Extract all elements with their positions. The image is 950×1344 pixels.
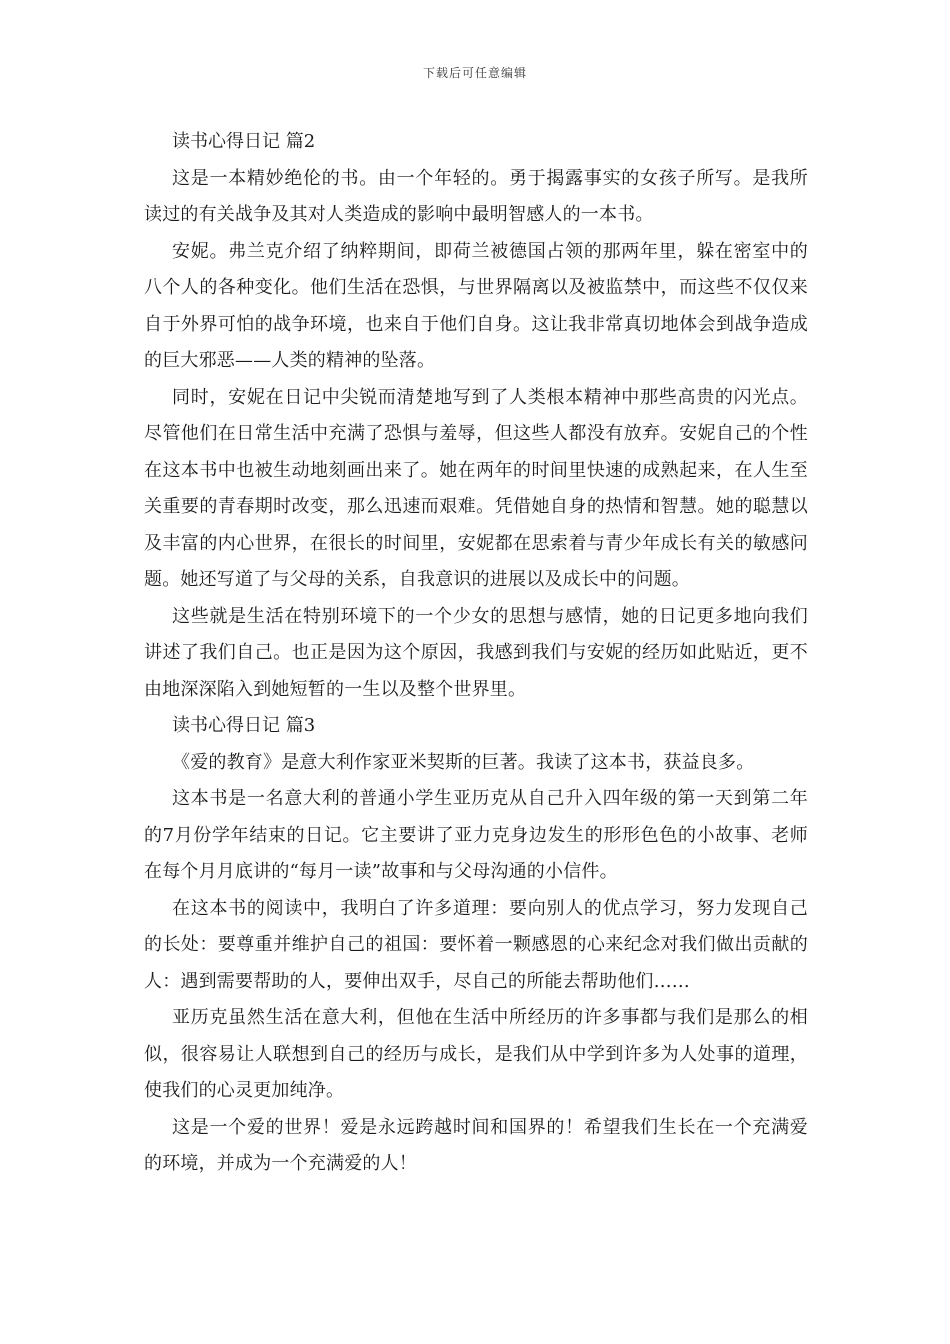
paragraph: 亚历克虽然生活在意大利，但他在生活中所经历的许多事都与我们是那么的相似，很容易让人联想到自己的经历与成长，是我们从中学到许多为人处事的道理，使我们的心灵更加纯净。 [144, 1007, 808, 1101]
section-title-3: 读书心得日记 篇3 [172, 715, 316, 736]
paragraph: 安妮。弗兰克介绍了纳粹期间，即荷兰被德国占领的那两年里，躲在密室中的八个人的各种变化。他们生活在恐惧，与世界隔离以及被监禁中，而这些不仅仅来自于外界可怕的战争环境，也来自于他们自身。这让我非常真切地体会到战争造成的巨大邪恶——人类的精神的坠落。 [144, 240, 808, 371]
paragraph: 在这本书的阅读中，我明白了许多道理：要向别人的优点学习，努力发现自己的长处：要尊重并维护自己的祖国：要怀着一颗感恩的心来纪念对我们做出贡献的人：遇到需要帮助的人，要伸出双手，尽自己的所能去帮助他们…… [144, 897, 808, 992]
paragraph: 这是一本精妙绝伦的书。由一个年轻的。勇于揭露事实的女孩子所写。是我所读过的有关战争及其对人类造成的影响中最明智感人的一本书。 [144, 167, 808, 225]
paragraph: 这是一个爱的世界！爱是永远跨越时间和国界的！希望我们生长在一个充满爱的环境，并成为一个充满爱的人！ [144, 1116, 808, 1174]
paragraph: 《爱的教育》是意大利作家亚米契斯的巨著。我读了这本书，获益良多。 [172, 751, 755, 773]
document-body [144, 124, 808, 1183]
paragraph: 这些就是生活在特别环境下的一个少女的思想与感情，她的日记更多地向我们讲述了我们自己。也正是因为这个原因，我感到我们与安妮的经历如此贴近，更不由地深深陷入到她短暂的一生以及整个世界里。 [144, 605, 808, 700]
paragraph: 这本书是一名意大利的普通小学生亚历克从自己升入四年级的第一天到第二年的7月份学年结束的日记。它主要讲了亚力克身边发生的形形色色的小故事、老师在每个月月底讲的“每月一读”故事和与父母沟通的小信件。 [144, 788, 808, 882]
section-title-2: 读书心得日记 篇2 [172, 131, 316, 152]
paragraph: 同时，安妮在日记中尖锐而清楚地写到了人类根本精神中那些高贵的闪光点。尽管他们在日常生活中充满了恐惧与羞辱，但这些人都没有放弃。安妮自己的个性在这本书中也被生动地刻画出来了。她在两年的时间里快速的成熟起来，在人生至关重要的青春期时改变，那么迅速而艰难。凭借她自身的热情和智慧。她的聪慧以及丰富的内心世界，在很长的时间里，安妮都在思索着与青少年成长有关的敏感问题。她还写道了与父母的关系，自我意识的进展以及成长中的问题。 [144, 386, 808, 590]
page-header: 下载后可任意编辑 [422, 66, 527, 80]
